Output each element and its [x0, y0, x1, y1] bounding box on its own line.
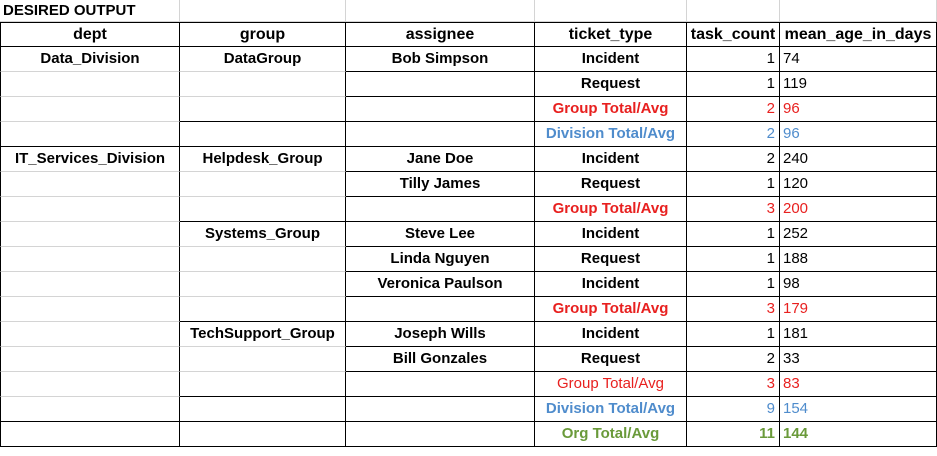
cell-group[interactable] — [180, 297, 346, 322]
cell-group[interactable] — [180, 397, 346, 422]
cell-assignee[interactable] — [346, 197, 535, 222]
cell-mean-age[interactable]: 188 — [780, 247, 937, 272]
cell-group[interactable] — [180, 347, 346, 372]
cell-dept[interactable] — [0, 197, 180, 222]
cell-mean-age[interactable]: 154 — [780, 397, 937, 422]
cell-mean-age[interactable]: 83 — [780, 372, 937, 397]
cell-task-count[interactable]: 1 — [687, 247, 780, 272]
header-ticket-type[interactable]: ticket_type — [535, 22, 687, 47]
cell-assignee[interactable]: Steve Lee — [346, 222, 535, 247]
cell-dept[interactable] — [0, 272, 180, 297]
cell-assignee[interactable]: Bob Simpson — [346, 47, 535, 72]
cell-mean-age[interactable]: 33 — [780, 347, 937, 372]
cell-dept[interactable] — [0, 297, 180, 322]
cell-group[interactable] — [180, 197, 346, 222]
cell-assignee[interactable] — [346, 397, 535, 422]
cell-dept[interactable] — [0, 347, 180, 372]
cell-dept[interactable] — [0, 422, 180, 447]
cell-assignee[interactable] — [346, 422, 535, 447]
cell-group[interactable]: TechSupport_Group — [180, 322, 346, 347]
cell-assignee[interactable]: Bill Gonzales — [346, 347, 535, 372]
cell-dept[interactable] — [0, 72, 180, 97]
cell-mean-age[interactable]: 200 — [780, 197, 937, 222]
cell-group[interactable] — [180, 247, 346, 272]
cell-assignee[interactable] — [346, 72, 535, 97]
empty-cell[interactable] — [535, 0, 687, 22]
cell-assignee[interactable] — [346, 97, 535, 122]
cell-dept[interactable] — [0, 247, 180, 272]
cell-mean-age[interactable]: 144 — [780, 422, 937, 447]
cell-group[interactable] — [180, 172, 346, 197]
cell-task-count[interactable]: 1 — [687, 222, 780, 247]
cell-ticket-type[interactable]: Request — [535, 172, 687, 197]
cell-mean-age[interactable]: 96 — [780, 122, 937, 147]
cell-group[interactable]: DataGroup — [180, 47, 346, 72]
cell-group[interactable] — [180, 422, 346, 447]
cell-dept[interactable] — [0, 222, 180, 247]
cell-task-count[interactable]: 1 — [687, 47, 780, 72]
cell-assignee[interactable]: Jane Doe — [346, 147, 535, 172]
cell-task-count[interactable]: 1 — [687, 172, 780, 197]
header-assignee[interactable]: assignee — [346, 22, 535, 47]
cell-mean-age[interactable]: 120 — [780, 172, 937, 197]
cell-mean-age[interactable]: 179 — [780, 297, 937, 322]
cell-mean-age[interactable]: 181 — [780, 322, 937, 347]
cell-mean-age[interactable]: 252 — [780, 222, 937, 247]
cell-ticket-type[interactable]: Group Total/Avg — [535, 197, 687, 222]
cell-ticket-type[interactable]: Incident — [535, 147, 687, 172]
cell-ticket-type[interactable]: Incident — [535, 222, 687, 247]
cell-task-count[interactable]: 2 — [687, 147, 780, 172]
cell-task-count[interactable]: 1 — [687, 72, 780, 97]
cell-dept[interactable] — [0, 397, 180, 422]
cell-assignee[interactable]: Linda Nguyen — [346, 247, 535, 272]
cell-ticket-type[interactable]: Group Total/Avg — [535, 297, 687, 322]
cell-dept[interactable] — [0, 322, 180, 347]
cell-group[interactable] — [180, 72, 346, 97]
header-mean-age[interactable]: mean_age_in_days — [780, 22, 937, 47]
cell-task-count[interactable]: 9 — [687, 397, 780, 422]
empty-cell[interactable] — [687, 0, 780, 22]
cell-dept[interactable] — [0, 172, 180, 197]
cell-assignee[interactable] — [346, 297, 535, 322]
cell-task-count[interactable]: 1 — [687, 322, 780, 347]
cell-ticket-type[interactable]: Incident — [535, 47, 687, 72]
cell-assignee[interactable] — [346, 122, 535, 147]
cell-dept[interactable] — [0, 122, 180, 147]
cell-dept[interactable]: Data_Division — [0, 47, 180, 72]
cell-task-count[interactable]: 3 — [687, 372, 780, 397]
cell-assignee[interactable] — [346, 372, 535, 397]
cell-ticket-type[interactable]: Request — [535, 72, 687, 97]
cell-task-count[interactable]: 11 — [687, 422, 780, 447]
cell-mean-age[interactable]: 119 — [780, 72, 937, 97]
cell-group[interactable] — [180, 372, 346, 397]
cell-ticket-type[interactable]: Division Total/Avg — [535, 397, 687, 422]
cell-mean-age[interactable]: 96 — [780, 97, 937, 122]
cell-task-count[interactable]: 1 — [687, 272, 780, 297]
cell-ticket-type[interactable]: Incident — [535, 272, 687, 297]
cell-ticket-type[interactable]: Incident — [535, 322, 687, 347]
header-group[interactable]: group — [180, 22, 346, 47]
cell-task-count[interactable]: 2 — [687, 97, 780, 122]
cell-ticket-type[interactable]: Division Total/Avg — [535, 122, 687, 147]
cell-group[interactable]: Systems_Group — [180, 222, 346, 247]
header-task-count[interactable]: task_count — [687, 22, 780, 47]
cell-task-count[interactable]: 3 — [687, 197, 780, 222]
cell-ticket-type[interactable]: Request — [535, 247, 687, 272]
cell-assignee[interactable]: Tilly James — [346, 172, 535, 197]
cell-dept[interactable] — [0, 97, 180, 122]
cell-ticket-type[interactable]: Org Total/Avg — [535, 422, 687, 447]
cell-group[interactable] — [180, 122, 346, 147]
cell-ticket-type[interactable]: Group Total/Avg — [535, 372, 687, 397]
cell-ticket-type[interactable]: Group Total/Avg — [535, 97, 687, 122]
cell-task-count[interactable]: 2 — [687, 347, 780, 372]
cell-mean-age[interactable]: 74 — [780, 47, 937, 72]
cell-dept[interactable] — [0, 372, 180, 397]
cell-mean-age[interactable]: 98 — [780, 272, 937, 297]
cell-dept[interactable]: IT_Services_Division — [0, 147, 180, 172]
cell-group[interactable]: Helpdesk_Group — [180, 147, 346, 172]
cell-group[interactable] — [180, 272, 346, 297]
cell-group[interactable] — [180, 97, 346, 122]
sheet-title-cell[interactable]: DESIRED OUTPUT — [0, 0, 180, 22]
cell-task-count[interactable]: 2 — [687, 122, 780, 147]
cell-task-count[interactable]: 3 — [687, 297, 780, 322]
cell-ticket-type[interactable]: Request — [535, 347, 687, 372]
empty-cell[interactable] — [180, 0, 346, 22]
cell-assignee[interactable]: Joseph Wills — [346, 322, 535, 347]
empty-cell[interactable] — [346, 0, 535, 22]
empty-cell[interactable] — [780, 0, 937, 22]
cell-assignee[interactable]: Veronica Paulson — [346, 272, 535, 297]
header-dept[interactable]: dept — [0, 22, 180, 47]
cell-mean-age[interactable]: 240 — [780, 147, 937, 172]
